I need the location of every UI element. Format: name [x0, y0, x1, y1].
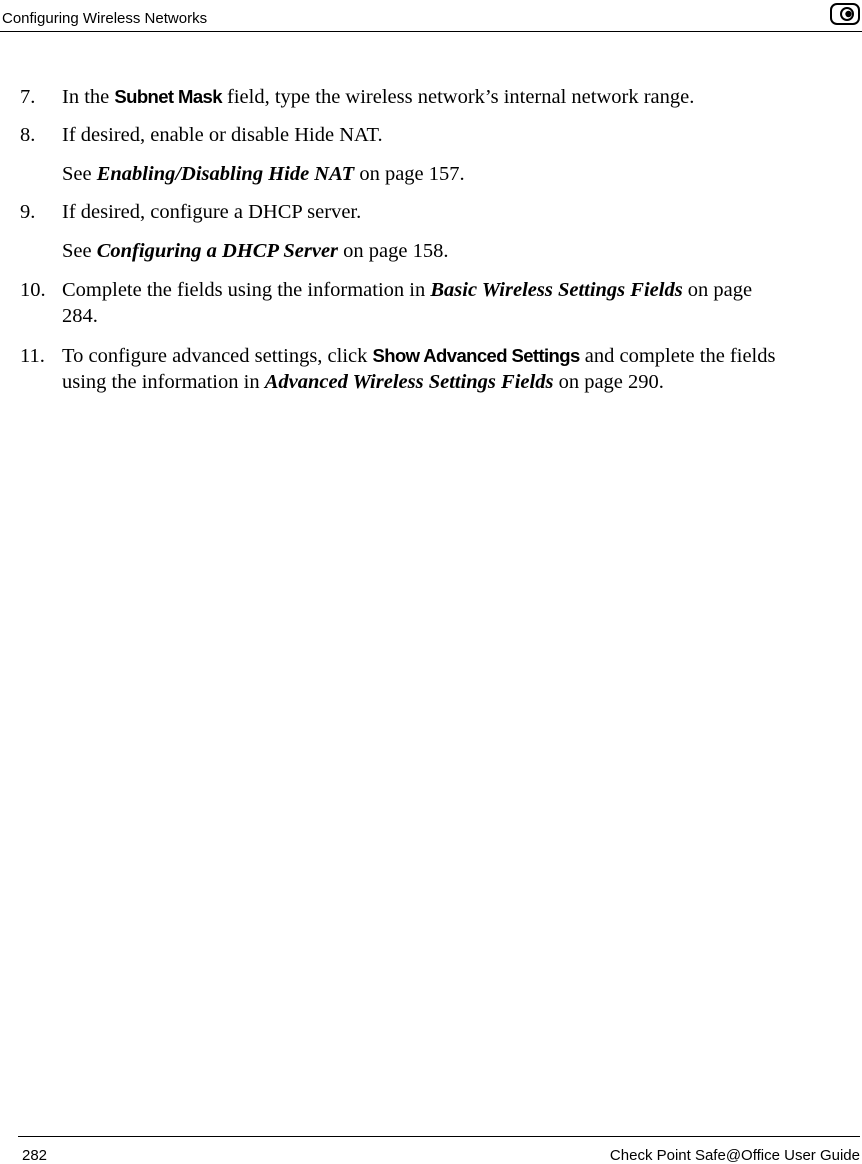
ui-field-name: Subnet Mask: [114, 86, 222, 107]
page-footer: [18, 1136, 860, 1163]
step-number: 8.: [20, 124, 36, 146]
ui-button-name: Show Advanced Settings: [372, 345, 580, 366]
step-text: In the Subnet Mask field, type the wireless network’s internal network range.: [62, 86, 695, 108]
cross-reference-link[interactable]: Advanced Wireless Settings Fields: [264, 371, 554, 393]
step-number: 7.: [20, 86, 36, 108]
guide-title: Check Point Safe@Office User Guide: [609, 1147, 860, 1164]
page-header: [0, 0, 862, 32]
see-reference: See Enabling/Disabling Hide NAT on page 157.: [62, 163, 465, 185]
check-point-logo-icon: [830, 3, 860, 25]
step-text: If desired, enable or disable Hide NAT.: [62, 124, 383, 146]
page-number: 282: [22, 1147, 48, 1164]
step-number: 11.: [20, 345, 45, 367]
step-number: 10.: [20, 279, 46, 301]
header-title: Configuring Wireless Networks: [2, 10, 208, 27]
step-number: 9.: [20, 201, 36, 223]
see-reference: See Configuring a DHCP Server on page 158.: [62, 240, 449, 262]
step-text: If desired, configure a DHCP server.: [62, 201, 362, 223]
cross-reference-link[interactable]: Basic Wireless Settings Fields: [430, 279, 683, 301]
step-text: Complete the fields using the information in Basic Wireless Settings Fields on page 284.: [62, 279, 753, 327]
cross-reference-link[interactable]: Enabling/Disabling Hide NAT: [96, 163, 355, 185]
step-text: To configure advanced settings, click Show Advanced Settings and complete the fields using the information in Advanced Wireless Settings Fields on page 290.: [62, 345, 776, 393]
cross-reference-link[interactable]: Configuring a DHCP Server: [96, 240, 339, 262]
